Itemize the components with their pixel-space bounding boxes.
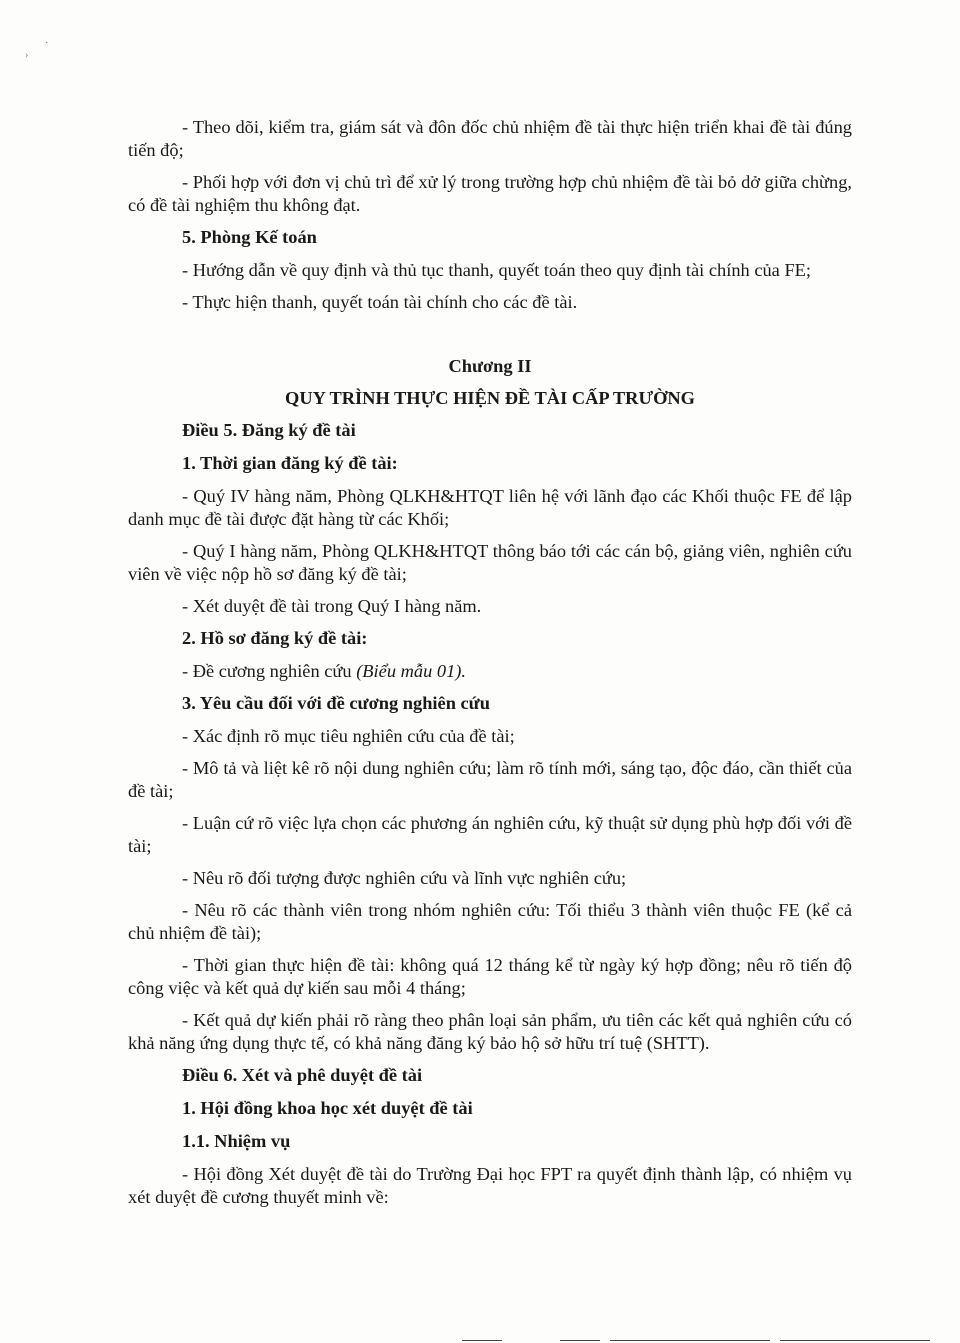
scan-artifact-line <box>560 1340 600 1341</box>
subsection-heading: 1.1. Nhiệm vụ <box>182 1131 291 1151</box>
subsection-heading: 3. Yêu cầu đối với đề cương nghiên cứu <box>182 693 490 713</box>
subsection-heading: 1. Hội đồng khoa học xét duyệt đề tài <box>182 1098 473 1118</box>
paragraph: - Quý I hàng năm, Phòng QLKH&HTQT thông báo tới các cán bộ, giảng viên, nghiên cứu viên về việc nộp hồ sơ đăng ký đề tài; <box>128 541 852 584</box>
subsection-heading: 1. Thời gian đăng ký đề tài: <box>182 453 398 473</box>
paragraph: - Hướng dẫn về quy định và thủ tục thanh, quyết toán theo quy định tài chính của FE; <box>182 260 812 280</box>
paragraph: - Thực hiện thanh, quyết toán tài chính cho các đề tài. <box>182 292 578 312</box>
chapter-label: Chương II <box>448 356 532 376</box>
chapter-title: QUY TRÌNH THỰC HIỆN ĐỀ TÀI CẤP TRƯỜNG <box>285 388 695 408</box>
paragraph: - Xác định rõ mục tiêu nghiên cứu của đề tài; <box>182 726 515 746</box>
paragraph: - Theo dõi, kiểm tra, giám sát và đôn đốc chủ nhiệm đề tài thực hiện triển khai đề tài đúng tiến độ; <box>128 117 852 160</box>
article-heading: Điều 5. Đăng ký đề tài <box>182 420 356 440</box>
paragraph: - Xét duyệt đề tài trong Quý I hàng năm. <box>182 596 482 616</box>
paragraph: - Phối hợp với đơn vị chủ trì để xử lý trong trường hợp chủ nhiệm đề tài bỏ dở giữa chừng, có đề tài nghiệm thu không đạt. <box>128 172 852 215</box>
scan-speck: › <box>25 50 29 61</box>
document-page <box>128 116 852 1218</box>
scan-speck: · <box>45 38 49 49</box>
form-reference: (Biểu mẫu 01). <box>356 661 466 681</box>
scan-artifact-line <box>610 1340 770 1341</box>
scan-artifact-line <box>780 1340 930 1341</box>
article-heading: Điều 6. Xét và phê duyệt đề tài <box>182 1065 423 1085</box>
paragraph: - Kết quả dự kiến phải rõ ràng theo phân loại sản phẩm, ưu tiên các kết quả nghiên cứu có khả năng ứng dụng thực tế, có khả năng đăng ký bảo hộ sở hữu trí tuệ (SHTT). <box>128 1010 852 1053</box>
paragraph: - Nêu rõ đối tượng được nghiên cứu và lĩnh vực nghiên cứu; <box>182 868 627 888</box>
paragraph: - Quý IV hàng năm, Phòng QLKH&HTQT liên hệ với lãnh đạo các Khối thuộc FE để lập danh mục đề tài được đặt hàng từ các Khối; <box>128 486 852 529</box>
paragraph <box>128 660 852 683</box>
paragraph: - Mô tả và liệt kê rõ nội dung nghiên cứu; làm rõ tính mới, sáng tạo, độc đáo, cần thiết của đề tài; <box>128 758 852 801</box>
section-heading: 5. Phòng Kế toán <box>182 227 317 247</box>
paragraph: - Thời gian thực hiện đề tài: không quá 12 tháng kể từ ngày ký hợp đồng; nêu rõ tiến độ công việc và kết quả dự kiến sau mỗi 4 tháng; <box>128 955 852 998</box>
paragraph-text: - Đề cương nghiên cứu <box>182 661 357 681</box>
paragraph: - Luận cứ rõ việc lựa chọn các phương án nghiên cứu, kỹ thuật sử dụng phù hợp đối với đề tài; <box>128 813 852 856</box>
paragraph: - Hội đồng Xét duyệt đề tài do Trường Đại học FPT ra quyết định thành lập, có nhiệm vụ xét duyệt đề cương thuyết minh về: <box>128 1164 852 1207</box>
scan-artifact-line <box>462 1340 502 1341</box>
subsection-heading: 2. Hồ sơ đăng ký đề tài: <box>182 628 368 648</box>
paragraph: - Nêu rõ các thành viên trong nhóm nghiên cứu: Tối thiểu 3 thành viên thuộc FE (kể cả chủ nhiệm đề tài); <box>128 900 852 943</box>
